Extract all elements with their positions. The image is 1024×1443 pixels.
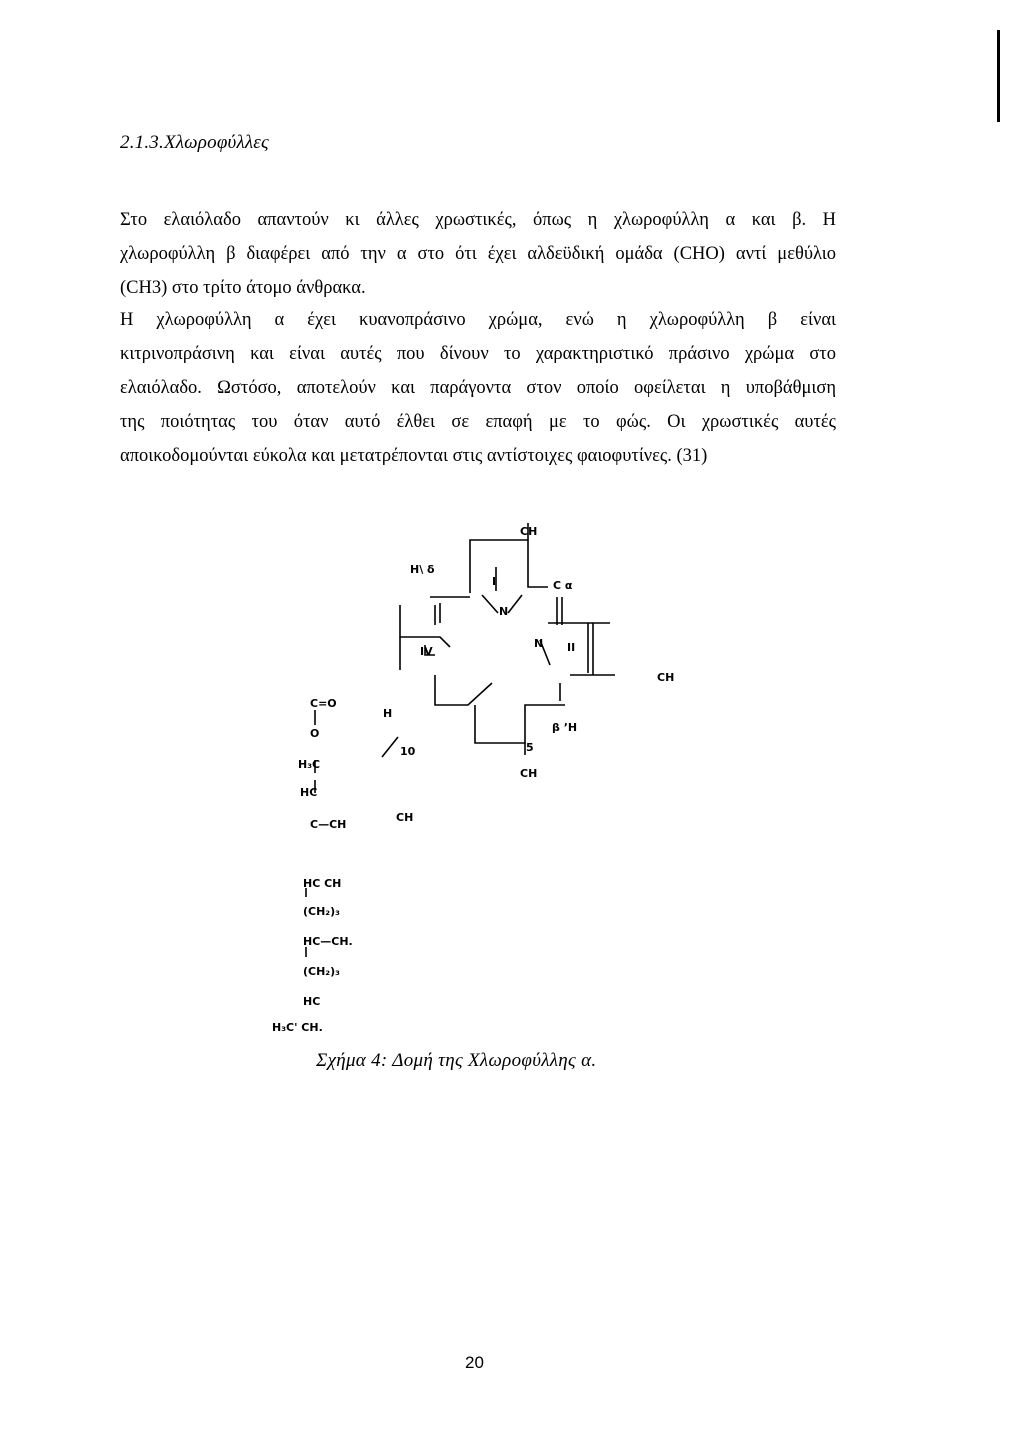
label-hc-ch3: HC CH xyxy=(303,877,342,890)
label-c-o: C=O xyxy=(310,697,337,710)
label-h-left: H xyxy=(383,707,393,720)
label-c-ch3: C—CH xyxy=(310,818,347,831)
label-n-top: N xyxy=(499,605,509,618)
paragraph-line: της ποιότητας του όταν αυτό έλθει σε επαφή με το φώς. Οι χρωστικές αυτές xyxy=(120,412,836,432)
paragraph-chlorophyll-types xyxy=(120,203,836,305)
margin-rule xyxy=(997,30,1000,122)
label-ch3-right: CH xyxy=(657,671,675,684)
paragraph-line: χλωροφύλλη β διαφέρει από την α στο ότι έχει αλδεϋδική ομάδα (CHO) αντί μεθύλιο xyxy=(120,244,836,264)
paragraph-line: (CH3) στο τρίτο άτομο άνθρακα. xyxy=(120,278,366,298)
paragraph-line: Η χλωροφύλλη α έχει κυανοπράσινο χρώμα, ενώ η χλωροφύλλη β είναι xyxy=(120,310,836,330)
label-ring-i: I xyxy=(492,575,497,588)
label-h-delta: H\ δ xyxy=(410,563,435,576)
figure-caption: Σχήμα 4: Δομή της Χλωροφύλλης α. xyxy=(316,1050,597,1071)
label-hc-1: HC xyxy=(300,786,318,799)
label-ch3-bottom: CH xyxy=(520,767,538,780)
bond xyxy=(528,540,548,587)
label-beta-h: β ʼH xyxy=(552,721,578,734)
bond xyxy=(482,595,498,613)
label-ch2-3a: (CH₂)₃ xyxy=(303,905,340,918)
label-ring-ii: II xyxy=(567,641,576,654)
bond xyxy=(382,737,398,757)
label-hc-2: HC xyxy=(303,995,321,1008)
label-hc-ch-1: HC—CH. xyxy=(303,935,353,948)
bond xyxy=(435,675,492,705)
label-num-5: 5 xyxy=(526,741,534,754)
label-h3c: H₃C xyxy=(298,758,321,771)
section-heading: 2.1.3.Χλωροφύλλες xyxy=(120,132,269,153)
label-n-right: N xyxy=(534,637,544,650)
label-c-alpha: C α xyxy=(553,579,573,592)
paragraph-line: Στο ελαιόλαδο απαντούν κι άλλες χρωστικές, όπως η χλωροφύλλη α και β. Η xyxy=(120,210,836,230)
label-h3c-ch: H₃C' CH. xyxy=(272,1021,323,1034)
paragraph-line: κιτρινοπράσινη και είναι αυτές που δίνουν το χαρακτηριστικό πράσινο χρώμα στο xyxy=(120,344,836,364)
label-o: O xyxy=(310,727,320,740)
label-ring-iv: IV xyxy=(420,645,433,658)
label-ch3-mid: CH xyxy=(396,811,414,824)
paragraph-line: αποικοδομούνται εύκολα και μετατρέπονται στις αντίστοιχες φαιοφυτίνες. (31) xyxy=(120,446,708,466)
bond xyxy=(508,595,522,613)
bond xyxy=(400,605,450,647)
paragraph-line: ελαιόλαδο. Ωστόσο, αποτελούν και παράγοντα στον οποίο οφείλεται η υποβάθμιση xyxy=(120,378,836,398)
label-num-10: 10 xyxy=(400,745,416,758)
paragraph-chlorophyll-color xyxy=(120,303,836,473)
chlorophyll-structure-diagram xyxy=(270,515,710,1055)
page-number: 20 xyxy=(465,1353,484,1372)
label-ch-top: CH xyxy=(520,525,538,538)
label-ch2-3b: (CH₂)₃ xyxy=(303,965,340,978)
chlorophyll-structure-figure xyxy=(270,515,710,1075)
